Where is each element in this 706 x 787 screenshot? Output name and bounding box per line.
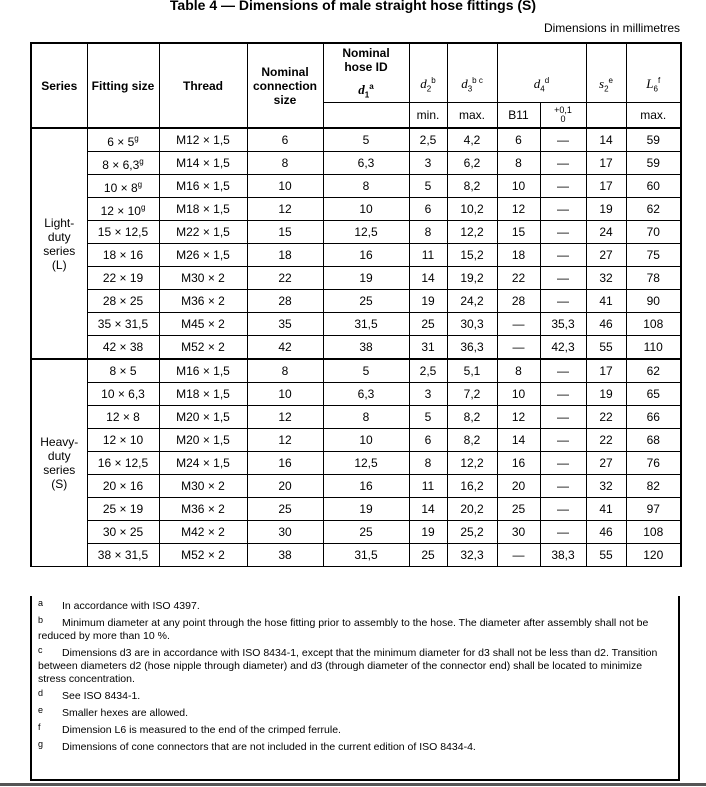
cell-d3: 24,2 (447, 290, 497, 313)
cell-d2: 3 (409, 152, 447, 175)
cell-s2: 17 (586, 359, 626, 383)
cell-connection-size: 8 (247, 152, 323, 175)
table-row (31, 498, 681, 521)
cell-d4-tolerance: — (540, 152, 586, 175)
cell-connection-size: 20 (247, 475, 323, 498)
table-row (31, 521, 681, 544)
cell-d2: 6 (409, 429, 447, 452)
cell-fitting-size (87, 336, 159, 360)
cell-d4-b11: 30 (497, 521, 540, 544)
table-row (31, 452, 681, 475)
tol-upper: +0,1 (554, 104, 572, 115)
footnote-b (32, 617, 678, 643)
cell-d4-b11: 15 (497, 221, 540, 244)
cell-d4-b11: 22 (497, 267, 540, 290)
fitting-size-value: 10 × 6,3 (101, 387, 145, 402)
footnote-e (32, 707, 678, 720)
table-row (31, 475, 681, 498)
cell-d4-b11: 28 (497, 290, 540, 313)
cell-d2: 11 (409, 244, 447, 267)
d3-sup: b c (472, 76, 483, 85)
cell-hose-id: 5 (323, 128, 409, 152)
cell-fitting-size (87, 152, 159, 175)
d2-symbol: d (420, 76, 427, 91)
cell-s2: 24 (586, 221, 626, 244)
cell-d4-b11: 10 (497, 383, 540, 406)
fitting-size-footnote: g (139, 156, 144, 166)
fitting-size-value: 42 × 38 (102, 340, 144, 355)
cell-d2: 5 (409, 175, 447, 198)
cell-s2: 19 (586, 383, 626, 406)
fitting-size-value: 12 × 10 (102, 433, 144, 448)
cell-fitting-size (87, 521, 159, 544)
cell-connection-size: 42 (247, 336, 323, 360)
cell-l6: 68 (626, 429, 681, 452)
dimensions-table (30, 42, 682, 567)
cell-l6: 97 (626, 498, 681, 521)
cell-s2: 32 (586, 475, 626, 498)
cell-connection-size: 10 (247, 175, 323, 198)
table-row (31, 383, 681, 406)
d2-sub: 2 (426, 84, 432, 94)
fitting-size-value: 38 × 31,5 (97, 548, 149, 563)
cell-d3: 12,2 (447, 452, 497, 475)
cell-l6: 66 (626, 406, 681, 429)
header-min: min. (409, 103, 447, 129)
d4-sub: 4 (540, 84, 545, 94)
cell-d4-tolerance: — (540, 521, 586, 544)
cell-fitting-size (87, 290, 159, 313)
header-d1 (324, 80, 409, 102)
cell-s2: 22 (586, 406, 626, 429)
cell-fitting-size (87, 498, 159, 521)
cell-d2: 3 (409, 383, 447, 406)
cell-l6: 62 (626, 359, 681, 383)
header-d4 (497, 43, 586, 103)
s2-symbol: s (599, 76, 605, 91)
cell-d3: 16,2 (447, 475, 497, 498)
cell-thread: M30 × 2 (159, 267, 247, 290)
header-nominal-hose-id-label: Nominal hose ID (342, 46, 390, 74)
cell-d4-b11: — (497, 336, 540, 360)
cell-fitting-size (87, 313, 159, 336)
cell-l6: 120 (626, 544, 681, 567)
cell-thread: M20 × 1,5 (159, 429, 247, 452)
series-label: Light-duty series (L) (31, 128, 87, 359)
cell-d2: 31 (409, 336, 447, 360)
cell-d4-b11: 12 (497, 406, 540, 429)
fitting-size-value: 35 × 31,5 (97, 317, 149, 332)
cell-fitting-size (87, 429, 159, 452)
cell-d3: 20,2 (447, 498, 497, 521)
cell-d2: 8 (409, 452, 447, 475)
cell-d3: 19,2 (447, 267, 497, 290)
footnote-text: In accordance with ISO 4397. (62, 600, 200, 612)
table-row (31, 429, 681, 452)
cell-l6: 76 (626, 452, 681, 475)
cell-d4-tolerance: — (540, 198, 586, 221)
cell-thread: M12 × 1,5 (159, 128, 247, 152)
cell-d2: 25 (409, 544, 447, 567)
cell-thread: M22 × 1,5 (159, 221, 247, 244)
cell-hose-id: 10 (323, 429, 409, 452)
cell-d3: 8,2 (447, 429, 497, 452)
cell-l6: 82 (626, 475, 681, 498)
cell-d2: 14 (409, 498, 447, 521)
footnote-label: d (38, 688, 44, 698)
footnote-text: Minimum diameter at any point through the hose fitting prior to assembly to the hose. The diameter after assembly shall not be reduced by more than 10 %. (38, 617, 649, 642)
cell-thread: M45 × 2 (159, 313, 247, 336)
footnote-label: b (38, 615, 44, 625)
header-tolerance (540, 103, 586, 129)
cell-hose-id: 8 (323, 406, 409, 429)
footnote-text: Dimensions of cone connectors that are not included in the current edition of ISO 8434-4. (62, 741, 476, 753)
fitting-size-value: 16 × 12,5 (97, 456, 149, 471)
cell-d2: 8 (409, 221, 447, 244)
cell-fitting-size (87, 221, 159, 244)
cell-hose-id: 12,5 (323, 452, 409, 475)
header-l6 (626, 43, 681, 103)
table-row (31, 267, 681, 290)
cell-d4-tolerance: 35,3 (540, 313, 586, 336)
cell-d4-tolerance: — (540, 452, 586, 475)
cell-d2: 19 (409, 521, 447, 544)
footnote-label: f (38, 722, 41, 732)
cell-l6: 75 (626, 244, 681, 267)
cell-hose-id: 31,5 (323, 544, 409, 567)
header-max: max. (447, 103, 497, 129)
cell-hose-id: 25 (323, 521, 409, 544)
footnote-text: See ISO 8434-1. (62, 690, 141, 702)
table-row (31, 244, 681, 267)
cell-d4-b11: 12 (497, 198, 540, 221)
cell-d4-tolerance: — (540, 244, 586, 267)
footnote-f (32, 724, 678, 737)
cell-fitting-size (87, 359, 159, 383)
cell-s2: 17 (586, 152, 626, 175)
fitting-size-value: 22 × 19 (102, 271, 144, 286)
footnote-text: Smaller hexes are allowed. (62, 707, 189, 719)
fitting-size-value: 10 × 8 (103, 180, 138, 195)
cell-s2: 17 (586, 175, 626, 198)
header-series: Series (31, 43, 87, 128)
l6-sup: f (657, 76, 661, 85)
cell-connection-size: 30 (247, 521, 323, 544)
cell-fitting-size (87, 175, 159, 198)
cell-s2: 55 (586, 544, 626, 567)
cell-hose-id: 25 (323, 290, 409, 313)
cell-thread: M26 × 1,5 (159, 244, 247, 267)
cell-d4-b11: 8 (497, 152, 540, 175)
fitting-size-value: 15 × 12,5 (97, 225, 149, 240)
cell-connection-size: 8 (247, 359, 323, 383)
cell-thread: M24 × 1,5 (159, 452, 247, 475)
cell-d3: 8,2 (447, 175, 497, 198)
cell-fitting-size (87, 128, 159, 152)
table-row (31, 359, 681, 383)
cell-d4-tolerance: — (540, 406, 586, 429)
cell-thread: M30 × 2 (159, 475, 247, 498)
cell-l6: 78 (626, 267, 681, 290)
fitting-size-footnote: g (140, 202, 146, 212)
cell-l6: 65 (626, 383, 681, 406)
header-d2 (409, 43, 447, 103)
cell-d3: 7,2 (447, 383, 497, 406)
cell-connection-size: 22 (247, 267, 323, 290)
fitting-size-value: 18 × 16 (102, 248, 144, 263)
cell-s2: 46 (586, 521, 626, 544)
cell-fitting-size (87, 383, 159, 406)
cell-d3: 5,1 (447, 359, 497, 383)
cell-l6: 59 (626, 152, 681, 175)
cell-d4-b11: 14 (497, 429, 540, 452)
cell-l6: 90 (626, 290, 681, 313)
d2-sup: b (431, 76, 436, 85)
cell-connection-size: 12 (247, 198, 323, 221)
cell-d2: 5 (409, 406, 447, 429)
fitting-size-value: 12 × 10 (100, 203, 141, 218)
d4-sup: d (544, 76, 550, 85)
cell-thread: M16 × 1,5 (159, 175, 247, 198)
cell-l6: 70 (626, 221, 681, 244)
cell-d4-tolerance: — (540, 383, 586, 406)
cell-s2: 41 (586, 290, 626, 313)
l6-sub: 6 (653, 84, 658, 94)
cell-connection-size: 10 (247, 383, 323, 406)
fitting-size-footnote: g (134, 133, 139, 143)
cell-thread: M18 × 1,5 (159, 198, 247, 221)
footnote-c (32, 647, 678, 686)
cell-l6: 62 (626, 198, 681, 221)
fitting-size-value: 8 × 5 (109, 364, 137, 379)
cell-s2: 27 (586, 244, 626, 267)
cell-d4-tolerance: — (540, 429, 586, 452)
fitting-size-value: 28 × 25 (102, 294, 144, 309)
cell-d3: 30,3 (447, 313, 497, 336)
cell-hose-id: 12,5 (323, 221, 409, 244)
header-thread: Thread (159, 43, 247, 128)
cell-fitting-size (87, 198, 159, 221)
cell-s2: 19 (586, 198, 626, 221)
cell-d4-b11: 25 (497, 498, 540, 521)
cell-fitting-size (87, 267, 159, 290)
cell-d4-tolerance: — (540, 359, 586, 383)
d4-symbol: d (533, 76, 541, 91)
cell-d2: 11 (409, 475, 447, 498)
cell-l6: 108 (626, 313, 681, 336)
cell-d3: 12,2 (447, 221, 497, 244)
cell-connection-size: 28 (247, 290, 323, 313)
footnote-label: a (38, 598, 44, 608)
header-d3 (447, 43, 497, 103)
cell-l6: 59 (626, 128, 681, 152)
cell-d4-tolerance: — (540, 128, 586, 152)
footnote-d (32, 690, 678, 703)
cell-d4-b11: 18 (497, 244, 540, 267)
cell-hose-id: 16 (323, 475, 409, 498)
cell-thread: M18 × 1,5 (159, 383, 247, 406)
cell-d2: 19 (409, 290, 447, 313)
d3-symbol: d (461, 76, 468, 91)
cell-d4-b11: — (497, 313, 540, 336)
cell-d4-tolerance: — (540, 498, 586, 521)
cell-d4-tolerance: — (540, 221, 586, 244)
fitting-size-value: 12 × 8 (106, 410, 140, 425)
header-s2 (586, 43, 626, 103)
cell-connection-size: 6 (247, 128, 323, 152)
cell-hose-id: 10 (323, 198, 409, 221)
cell-connection-size: 12 (247, 429, 323, 452)
cell-d2: 2,5 (409, 128, 447, 152)
cell-d4-tolerance: — (540, 475, 586, 498)
cell-connection-size: 25 (247, 498, 323, 521)
units-note: Dimensions in millimetres (543, 21, 680, 35)
cell-thread: M36 × 2 (159, 290, 247, 313)
header-s2-blank (586, 103, 626, 129)
footnote-label: e (38, 705, 44, 715)
cell-thread: M42 × 2 (159, 521, 247, 544)
fitting-size-value: 30 × 25 (102, 525, 144, 540)
cell-s2: 41 (586, 498, 626, 521)
footnote-text: Dimension L6 is measured to the end of the crimped ferrule. (62, 724, 341, 736)
d1-symbol: d (358, 82, 365, 97)
s2-sub: 2 (604, 84, 609, 94)
cell-connection-size: 15 (247, 221, 323, 244)
cell-fitting-size (87, 244, 159, 267)
d1-sup: a (369, 82, 374, 91)
cell-thread: M20 × 1,5 (159, 406, 247, 429)
cell-hose-id: 8 (323, 175, 409, 198)
cell-thread: M14 × 1,5 (159, 152, 247, 175)
table-row (31, 198, 681, 221)
d3-sub: 3 (467, 84, 473, 94)
cell-d2: 25 (409, 313, 447, 336)
header-hose-blank (323, 103, 409, 129)
cell-d4-b11: 16 (497, 452, 540, 475)
cell-connection-size: 18 (247, 244, 323, 267)
fitting-size-value: 8 × 6,3 (102, 157, 140, 172)
s2-sup: e (608, 76, 613, 85)
table-row (31, 544, 681, 567)
header-b11: B11 (497, 103, 540, 129)
footnotes (30, 596, 680, 781)
cell-d3: 8,2 (447, 406, 497, 429)
fitting-size-value: 6 × 5 (107, 134, 135, 149)
cell-l6: 60 (626, 175, 681, 198)
table-row (31, 128, 681, 152)
cell-s2: 22 (586, 429, 626, 452)
table-row (31, 336, 681, 360)
table-row (31, 290, 681, 313)
table-row (31, 406, 681, 429)
tol-lower: 0 (560, 113, 566, 124)
cell-d4-tolerance: 42,3 (540, 336, 586, 360)
cell-thread: M52 × 2 (159, 336, 247, 360)
d1-sub: 1 (364, 90, 370, 100)
cell-d4-b11: — (497, 544, 540, 567)
footnote-text: Dimensions d3 are in accordance with ISO 8434-1, except that the minimum diameter for d3 shall not be less than d2. Transition between diameters d2 (hose nipple through diameter) and d3 (through diameter of the connector end) shall be located to minimize stress concentration. (38, 647, 658, 685)
cell-d4-tolerance: — (540, 267, 586, 290)
cell-s2: 46 (586, 313, 626, 336)
cell-thread: M16 × 1,5 (159, 359, 247, 383)
cell-hose-id: 38 (323, 336, 409, 360)
table-row (31, 152, 681, 175)
cell-thread: M36 × 2 (159, 498, 247, 521)
cell-l6: 110 (626, 336, 681, 360)
cell-d2: 2,5 (409, 359, 447, 383)
footnote-g (32, 741, 678, 754)
cell-d3: 36,3 (447, 336, 497, 360)
cell-hose-id: 19 (323, 498, 409, 521)
cell-d4-b11: 8 (497, 359, 540, 383)
table-title: Table 4 — Dimensions of male straight hose fittings (S) (169, 0, 537, 13)
table-row (31, 313, 681, 336)
cell-d4-b11: 20 (497, 475, 540, 498)
page-bottom-rule (0, 783, 706, 786)
cell-d3: 15,2 (447, 244, 497, 267)
cell-d4-tolerance: 38,3 (540, 544, 586, 567)
header-max-l6: max. (626, 103, 681, 129)
cell-fitting-size (87, 406, 159, 429)
cell-s2: 55 (586, 336, 626, 360)
cell-l6: 108 (626, 521, 681, 544)
footnote-label: c (38, 645, 43, 655)
cell-d4-tolerance: — (540, 175, 586, 198)
cell-d3: 4,2 (447, 128, 497, 152)
cell-connection-size: 16 (247, 452, 323, 475)
cell-hose-id: 5 (323, 359, 409, 383)
cell-connection-size: 38 (247, 544, 323, 567)
cell-d3: 25,2 (447, 521, 497, 544)
header-nominal-hose-id (323, 43, 409, 103)
cell-d3: 32,3 (447, 544, 497, 567)
cell-fitting-size (87, 544, 159, 567)
cell-s2: 27 (586, 452, 626, 475)
cell-fitting-size (87, 452, 159, 475)
cell-hose-id: 6,3 (323, 383, 409, 406)
cell-hose-id: 6,3 (323, 152, 409, 175)
cell-fitting-size (87, 475, 159, 498)
cell-s2: 14 (586, 128, 626, 152)
table-row (31, 221, 681, 244)
table-row (31, 175, 681, 198)
cell-d4-b11: 10 (497, 175, 540, 198)
l6-symbol: L (646, 76, 654, 91)
footnote-a (32, 600, 678, 613)
cell-d4-b11: 6 (497, 128, 540, 152)
fitting-size-footnote: g (137, 179, 143, 189)
cell-hose-id: 31,5 (323, 313, 409, 336)
footnote-label: g (38, 739, 44, 749)
cell-s2: 32 (586, 267, 626, 290)
header-fitting-size: Fitting size (87, 43, 159, 128)
cell-d2: 6 (409, 198, 447, 221)
cell-d3: 6,2 (447, 152, 497, 175)
header-nominal-connection-size: Nominal connection size (247, 43, 323, 128)
cell-d2: 14 (409, 267, 447, 290)
cell-thread: M52 × 2 (159, 544, 247, 567)
cell-connection-size: 12 (247, 406, 323, 429)
cell-d4-tolerance: — (540, 290, 586, 313)
cell-hose-id: 16 (323, 244, 409, 267)
series-label: Heavy-duty series (S) (31, 359, 87, 567)
cell-d3: 10,2 (447, 198, 497, 221)
fitting-size-value: 20 × 16 (102, 479, 144, 494)
cell-hose-id: 19 (323, 267, 409, 290)
cell-connection-size: 35 (247, 313, 323, 336)
fitting-size-value: 25 × 19 (102, 502, 144, 517)
